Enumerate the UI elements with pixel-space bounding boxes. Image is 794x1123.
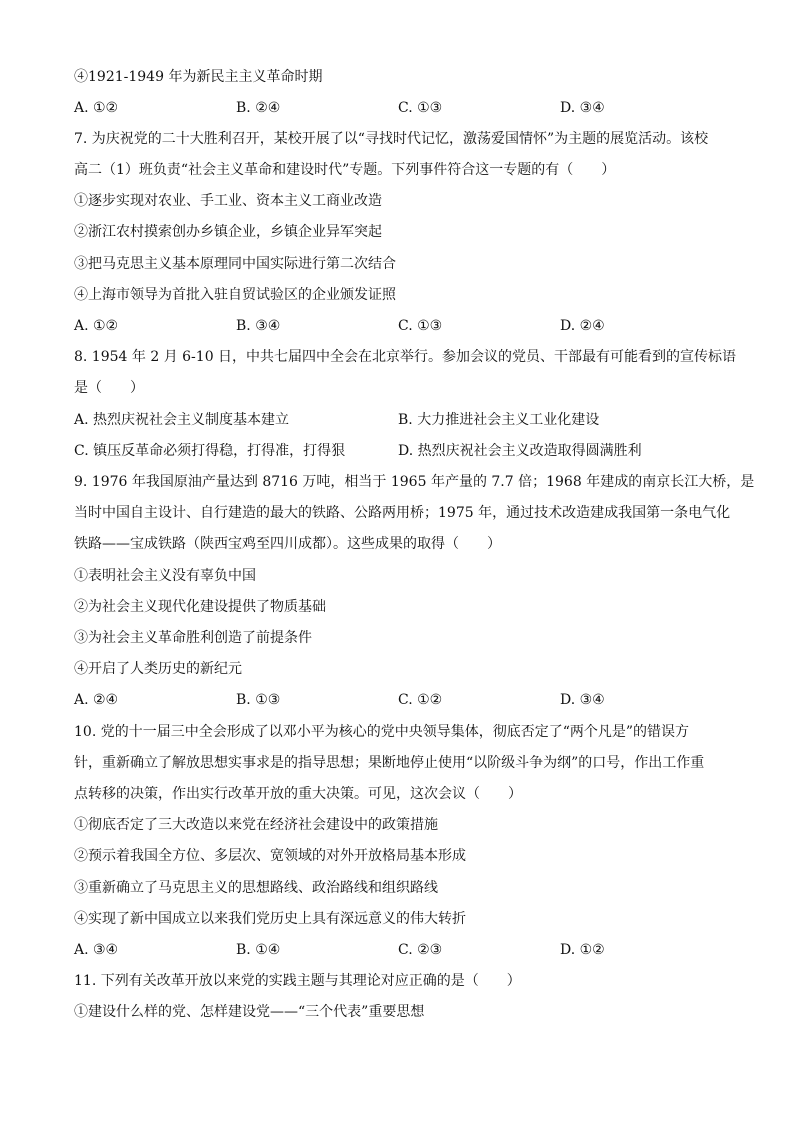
- q9-stem-line3: 铁路——宝成铁路（陕西宝鸡至四川成都）。这些成果的取得（ ）: [74, 536, 501, 552]
- q9-stem-line2: 当时中国自主设计、自行建造的最大的铁路、公路两用桥；1975 年，通过技术改造建成我国第一条电气化: [74, 505, 731, 521]
- q6-option-c: C. ①③: [398, 100, 443, 116]
- q7-statement-2: ②浙江农村摸索创办乡镇企业，乡镇企业异军突起: [74, 224, 382, 240]
- q7-option-c: C. ①③: [398, 318, 443, 334]
- q7-stem-line2: 高二（1）班负责“社会主义革命和建设时代”专题。下列事件符合这一专题的有（ ）: [74, 162, 616, 178]
- q7-option-a: A. ①②: [74, 318, 119, 334]
- q6-statement-4: ④1921-1949 年为新民主主义革命时期: [74, 69, 323, 85]
- q9-option-d: D. ③④: [560, 692, 605, 708]
- q7-options: [74, 317, 734, 335]
- q8-options-row1: [74, 411, 734, 429]
- q10-option-a: A. ③④: [74, 942, 119, 958]
- q9-option-a: A. ②④: [74, 692, 119, 708]
- q9-statement-3: ③为社会主义革命胜利创造了前提条件: [74, 630, 312, 646]
- q6-option-d: D. ③④: [560, 100, 605, 116]
- q10-option-c: C. ②③: [398, 942, 443, 958]
- q9-option-b: B. ①③: [236, 692, 281, 708]
- q8-stem-line2: 是（ ）: [74, 380, 144, 396]
- q8-stem-line1: 8. 1954 年 2 月 6-10 日，中共七届四中全会在北京举行。参加会议的党员、干部最有可能看到的宣传标语: [74, 349, 737, 365]
- q9-stem-line1: 9. 1976 年我国原油产量达到 8716 万吨，相当于 1965 年产量的 7.7 倍；1968 年建成的南京长江大桥，是: [74, 474, 755, 490]
- q10-option-b: B. ①④: [236, 942, 281, 958]
- q10-statement-3: ③重新确立了马克思主义的思想路线、政治路线和组织路线: [74, 880, 438, 896]
- q10-option-d: D. ①②: [560, 942, 605, 958]
- q8-option-c: C. 镇压反革命必须打得稳，打得准，打得狠: [74, 443, 346, 459]
- q7-statement-3: ③把马克思主义基本原理同中国实际进行第二次结合: [74, 256, 396, 272]
- q8-option-a: A. 热烈庆祝社会主义制度基本建立: [74, 412, 290, 428]
- q8-options-row2: [74, 442, 734, 460]
- q9-statement-2: ②为社会主义现代化建设提供了物质基础: [74, 599, 326, 615]
- q7-statement-4: ④上海市领导为首批入驻自贸试验区的企业颁发证照: [74, 287, 396, 303]
- q10-statement-4: ④实现了新中国成立以来我们党历史上具有深远意义的伟大转折: [74, 911, 466, 927]
- q9-option-c: C. ①②: [398, 692, 443, 708]
- q10-statement-2: ②预示着我国全方位、多层次、宽领域的对外开放格局基本形成: [74, 848, 466, 864]
- q9-statement-1: ①表明社会主义没有辜负中国: [74, 568, 256, 584]
- q6-option-a: A. ①②: [74, 100, 119, 116]
- q10-stem-line1: 10. 党的十一届三中全会形成了以邓小平为核心的党中央领导集体，彻底否定了“两个凡是”的错误方: [74, 724, 690, 740]
- q10-stem-line2: 针，重新确立了解放思想实事求是的指导思想；果断地停止使用“以阶级斗争为纲”的口号，作出工作重: [74, 755, 705, 771]
- q9-statement-4: ④开启了人类历史的新纪元: [74, 661, 242, 677]
- q6-options: [74, 99, 734, 117]
- q8-option-b: B. 大力推进社会主义工业化建设: [398, 412, 600, 428]
- q10-stem-line3: 点转移的决策，作出实行改革开放的重大决策。可见，这次会议（ ）: [74, 786, 522, 802]
- q11-statement-1: ①建设什么样的党、怎样建设党——“三个代表”重要思想: [74, 1004, 425, 1020]
- q10-statement-1: ①彻底否定了三大改造以来党在经济社会建设中的政策措施: [74, 817, 438, 833]
- q7-statement-1: ①逐步实现对农业、手工业、资本主义工商业改造: [74, 193, 382, 209]
- q7-option-d: D. ②④: [560, 318, 605, 334]
- q11-stem-line1: 11. 下列有关改革开放以来党的实践主题与其理论对应正确的是（ ）: [74, 973, 521, 989]
- q9-options: [74, 691, 734, 709]
- q8-option-d: D. 热烈庆祝社会主义改造取得圆满胜利: [398, 443, 642, 459]
- q7-stem-line1: 7. 为庆祝党的二十大胜利召开，某校开展了以“寻找时代记忆，激荡爱国情怀”为主题的展览活动。该校: [74, 131, 709, 147]
- q6-option-b: B. ②④: [236, 100, 281, 116]
- q10-options: [74, 941, 734, 959]
- q7-option-b: B. ③④: [236, 318, 281, 334]
